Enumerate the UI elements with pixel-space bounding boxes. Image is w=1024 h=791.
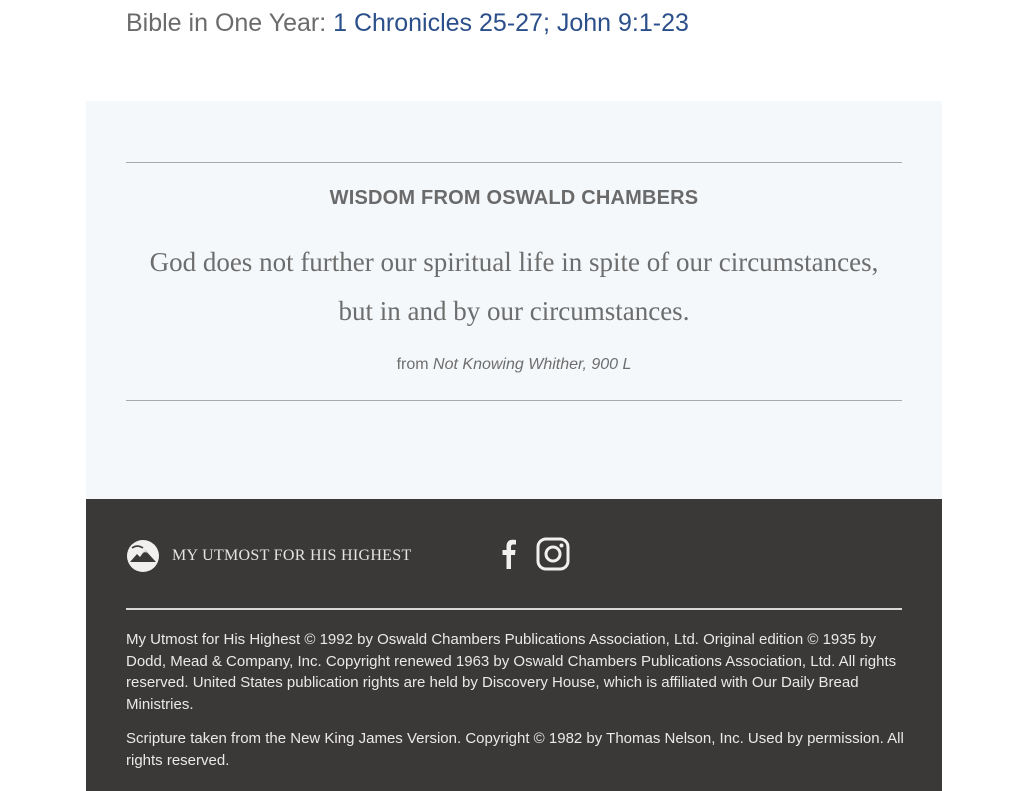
social-links xyxy=(502,537,570,576)
instagram-icon[interactable] xyxy=(536,537,570,576)
footer-brand[interactable] xyxy=(126,539,412,573)
top-divider xyxy=(126,162,902,163)
footer-brand-name: MY UTMOST FOR HIS HIGHEST xyxy=(172,547,412,564)
bible-in-one-year-label: Bible in One Year: xyxy=(126,9,327,37)
facebook-icon[interactable] xyxy=(502,539,516,574)
bible-reading-link[interactable]: 1 Chronicles 25-27; John 9:1-23 xyxy=(333,9,689,37)
site-footer xyxy=(86,499,942,791)
source-title: Not Knowing Whither, 900 L xyxy=(433,356,632,373)
source-prefix: from xyxy=(396,356,429,373)
wisdom-quote: God does not further our spiritual life in spite of our circumstances, but in and by our circumstances. xyxy=(149,247,879,326)
copyright-text: My Utmost for His Highest © 1992 by Oswald Chambers Publications Association, Ltd. Original edition © 1935 by Dodd, Mead & Company, Inc. Copyright renewed 1963 by Oswald Chambers Publications Association, Ltd. All rights reserved. United States publication rights are held by Discovery House, which is affiliated with Our Daily Bread Ministries. xyxy=(126,631,897,713)
bottom-divider xyxy=(126,400,902,401)
scripture-notice: Scripture taken from the New King James Version. Copyright © 1982 by Thomas Nelson, Inc. Used by permission. All rights reserved. xyxy=(126,730,904,769)
wisdom-heading: WISDOM FROM OSWALD CHAMBERS xyxy=(329,187,699,209)
wisdom-panel xyxy=(86,101,942,499)
bible-in-one-year xyxy=(126,6,689,40)
wisdom-source xyxy=(86,356,942,374)
mountain-logo-icon xyxy=(126,539,160,573)
footer-divider xyxy=(126,608,902,610)
